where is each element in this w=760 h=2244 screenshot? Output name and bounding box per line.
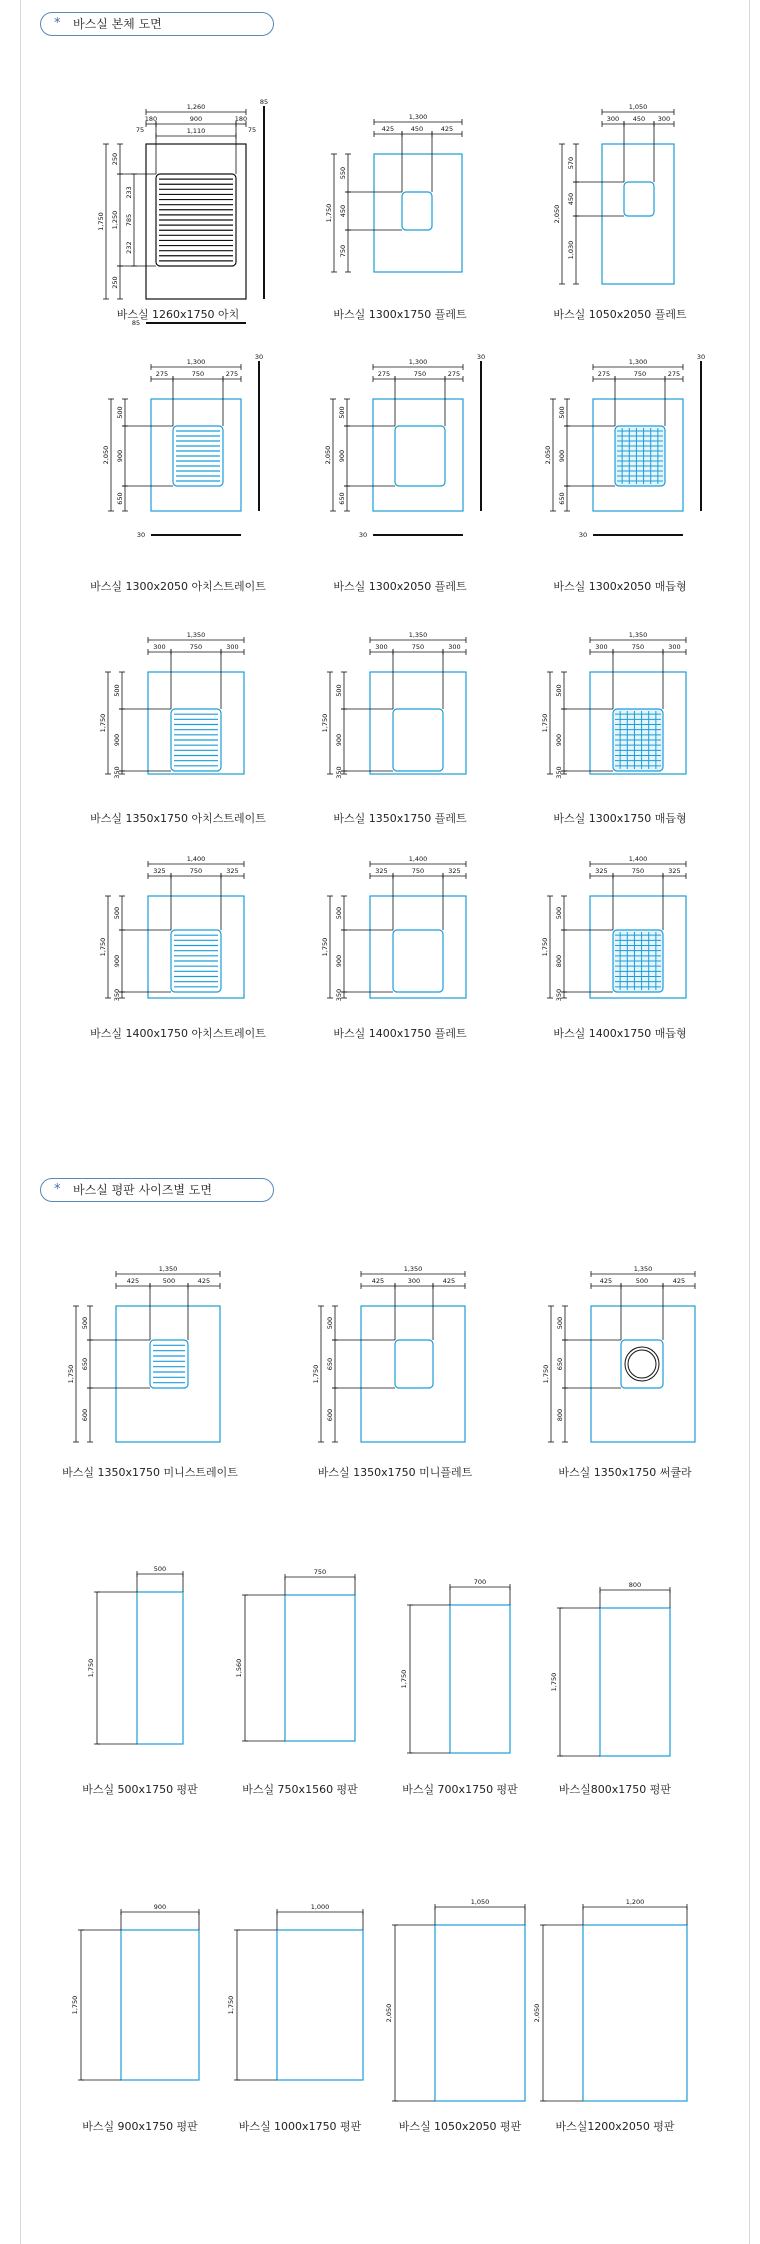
dimension-label: 2,050: [102, 445, 110, 465]
drawing-caption: 바스실 1350x1750 플레트: [333, 812, 467, 825]
dimension-label: 2,050: [533, 2003, 541, 2023]
dimension-label: 750: [189, 867, 203, 875]
dimension-label: 1,560: [235, 1658, 243, 1678]
dimension-label: 1,300: [186, 358, 206, 366]
dimension-label: 30: [254, 353, 264, 361]
dimension-label: 1,300: [628, 358, 648, 366]
dimension-label: 800: [555, 954, 563, 968]
dimension-label: 700: [473, 1578, 487, 1586]
dimension-label: 250: [111, 152, 119, 166]
dimension-label: 2,050: [544, 445, 552, 465]
drain-outline: [150, 1340, 188, 1388]
dimension-label: 1,750: [99, 713, 107, 733]
drain-outline: [393, 930, 443, 992]
dimension-label: 500: [116, 406, 124, 419]
drawing-caption: 바스실1200x2050 평판: [555, 2120, 675, 2133]
dimension-label: 750: [313, 1568, 327, 1576]
dimension-label: 750: [191, 370, 205, 378]
dimension-label: 500: [558, 406, 566, 419]
dimension-label: 800: [628, 1581, 642, 1589]
dimension-label: 350: [335, 766, 343, 779]
flat-panel-outline: [277, 1930, 363, 2080]
dimension-label: 1,750: [321, 937, 329, 957]
dimension-label: 425: [599, 1277, 613, 1285]
dimension-label: 1,400: [186, 855, 206, 863]
dimension-label: 1,750: [71, 1995, 79, 2015]
dimension-label: 500: [162, 1277, 176, 1285]
dimension-label: 30: [578, 531, 588, 539]
drawing-caption: 바스실 1300x1750 플레트: [333, 308, 467, 321]
dimension-label: 500: [555, 906, 563, 920]
drawing-caption: 바스실 1400x1750 매듭형: [553, 1027, 687, 1040]
dimension-label: 450: [410, 125, 424, 133]
dimension-label: 275: [377, 370, 391, 378]
dimension-label: 900: [153, 1903, 167, 1911]
dimension-label: 900: [113, 733, 121, 747]
dimension-label: 1,750: [400, 1669, 408, 1689]
flat-panel-outline: [285, 1595, 355, 1741]
drain-outline: [393, 709, 443, 771]
dimension-label: 300: [407, 1277, 421, 1285]
dimension-label: 425: [381, 125, 395, 133]
panel-drawing: [513, 1262, 737, 1488]
dimension-label: 1,300: [408, 113, 428, 121]
panel-drawing: [292, 852, 508, 1044]
panel-drawing: [70, 852, 286, 1044]
flat-panel-outline: [121, 1930, 199, 2080]
dimension-label: 300: [595, 643, 608, 651]
dimension-label: 30: [696, 353, 706, 361]
dimension-label: 600: [81, 1408, 89, 1422]
dimension-label: 500: [153, 1565, 167, 1573]
dimension-label: 1,750: [227, 1995, 235, 2015]
flat-panel-drawing: [385, 1575, 535, 1773]
drawing-caption: 바스실 1000x1750 평판: [238, 2120, 362, 2133]
dimension-label: 500: [338, 406, 346, 419]
dimension-label: 1,050: [628, 103, 648, 111]
dimension-label: 325: [375, 867, 388, 875]
dimension-label: 300: [668, 643, 681, 651]
dimension-label: 900: [189, 115, 203, 123]
panel-drawing: [70, 628, 286, 820]
dimension-label: 85: [131, 319, 141, 327]
dimension-label: 750: [339, 244, 347, 258]
drawing-caption: 바스실 500x1750 평판: [82, 1783, 198, 1796]
dimension-label: 250: [111, 276, 119, 289]
drawing-caption: 바스실 1400x1750 플레트: [333, 1027, 467, 1040]
dimension-label: 275: [155, 370, 169, 378]
dimension-label: 325: [668, 867, 681, 875]
dimension-label: 785: [125, 213, 133, 227]
dimension-label: 750: [411, 643, 425, 651]
dimension-label: 1,750: [542, 1364, 550, 1384]
dimension-label: 275: [597, 370, 611, 378]
dimension-label: 900: [335, 733, 343, 747]
dimension-label: 1,050: [470, 1898, 490, 1906]
dimension-label: 600: [326, 1408, 334, 1422]
drawing-caption: 바스실 1350x1750 미니스트레이트: [62, 1466, 238, 1479]
panel-drawing: [73, 355, 283, 557]
dimension-label: 900: [558, 449, 566, 463]
dimension-label: 30: [358, 531, 368, 539]
dimension-label: 1,750: [312, 1364, 320, 1384]
flat-panel-outline: [137, 1592, 183, 1744]
dimension-label: 75: [247, 126, 257, 134]
dimension-label: 900: [113, 954, 121, 968]
dimension-label: 1,400: [408, 855, 428, 863]
flat-panel-drawing: [212, 1900, 388, 2100]
panel-drawing: [512, 852, 728, 1044]
panel-drawing: [524, 100, 716, 330]
flat-panel-drawing: [72, 1562, 208, 1764]
panel-drawing: [295, 355, 505, 557]
dimension-label: 750: [413, 370, 427, 378]
panel-drawing: [512, 628, 728, 820]
dimension-label: 500: [113, 684, 121, 697]
drawing-caption: 바스실 1350x1750 미니플레트: [317, 1466, 473, 1479]
dimension-label: 1,260: [186, 103, 206, 111]
dimension-label: 900: [555, 733, 563, 747]
dimension-label: 275: [225, 370, 239, 378]
dimension-label: 750: [631, 643, 645, 651]
dimension-label: 2,050: [553, 204, 561, 224]
panel-drawing: [515, 355, 725, 557]
dimension-label: 30: [476, 353, 486, 361]
dimension-label: 1,350: [628, 631, 648, 639]
dimension-label: 325: [448, 867, 461, 875]
dimension-label: 300: [657, 115, 671, 123]
dimension-label: 425: [371, 1277, 385, 1285]
dimension-label: 425: [197, 1277, 211, 1285]
dimension-label: 500: [335, 684, 343, 697]
dimension-label: 350: [113, 766, 121, 779]
dimension-label: 325: [226, 867, 239, 875]
dimension-label: 1,200: [625, 1898, 645, 1906]
drawing-caption: 바스실 1260x1750 아치: [116, 308, 240, 321]
flat-panel-outline: [450, 1605, 510, 1753]
dimension-label: 1,110: [186, 127, 206, 135]
drawing-caption: 바스실 1300x1750 매듭형: [553, 812, 687, 825]
dimension-label: 450: [339, 204, 347, 218]
dimension-label: 350: [113, 988, 121, 1002]
dimension-label: 2,050: [385, 2003, 393, 2023]
dimension-label: 1,350: [186, 631, 206, 639]
dimension-label: 233: [125, 186, 133, 199]
dimension-label: 650: [116, 492, 124, 505]
dimension-label: 750: [189, 643, 203, 651]
bullet-star-icon: *: [54, 16, 61, 31]
dimension-label: 500: [113, 906, 121, 920]
flat-panel-outline: [600, 1608, 670, 1756]
dimension-label: 232: [125, 241, 133, 254]
dimension-label: 425: [440, 125, 454, 133]
drain-outline: [402, 192, 432, 230]
drain-outline: [395, 1340, 433, 1388]
dimension-label: 1,030: [567, 240, 575, 260]
panel-drawing: [38, 1262, 262, 1488]
dimension-label: 425: [126, 1277, 140, 1285]
drawing-caption: 바스실 1400x1750 아치스트레이트: [90, 1027, 266, 1040]
dimension-label: 1,350: [158, 1265, 178, 1273]
drawing-caption: 바스실 700x1750 평판: [402, 1783, 518, 1796]
dimension-label: 325: [595, 867, 608, 875]
dimension-label: 900: [335, 954, 343, 968]
dimension-label: 1,350: [633, 1265, 653, 1273]
dimension-label: 500: [326, 1316, 334, 1330]
dimension-label: 275: [447, 370, 461, 378]
dimension-label: 85: [259, 98, 269, 106]
dimension-label: 800: [556, 1408, 564, 1422]
dimension-label: 750: [633, 370, 647, 378]
section-title: 바스실 본체 도면: [73, 17, 162, 31]
dimension-label: 350: [555, 988, 563, 1002]
dimension-label: 450: [632, 115, 646, 123]
dimension-label: 350: [335, 988, 343, 1002]
dimension-label: 30: [136, 531, 146, 539]
dimension-label: 1,750: [325, 203, 333, 223]
bullet-star-icon: *: [54, 1182, 61, 1197]
dimension-label: 75: [135, 126, 145, 134]
drawing-caption: 바스실 750x1560 평판: [242, 1783, 358, 1796]
section-title: 바스실 평판 사이즈별 도면: [73, 1183, 212, 1197]
dimension-label: 900: [338, 449, 346, 463]
dimension-label: 1,750: [550, 1672, 558, 1692]
dimension-label: 570: [567, 156, 575, 170]
drawing-caption: 바스실 1300x2050 아치스트레이트: [90, 580, 266, 593]
flat-panel-drawing: [535, 1578, 695, 1776]
flat-panel-drawing: [220, 1565, 380, 1761]
panel-drawing: [296, 110, 504, 318]
dimension-label: 325: [153, 867, 166, 875]
drain-outline: [395, 426, 445, 486]
flat-panel-drawing: [518, 1895, 712, 2121]
panel-drawing: [292, 628, 508, 820]
dimension-label: 1,000: [310, 1903, 330, 1911]
dimension-label: 300: [375, 643, 388, 651]
dimension-label: 750: [631, 867, 645, 875]
flat-panel-outline: [583, 1925, 687, 2101]
dimension-label: 300: [448, 643, 461, 651]
dimension-label: 1,300: [408, 358, 428, 366]
dimension-label: 180: [234, 115, 248, 123]
dimension-label: 650: [338, 492, 346, 505]
flat-panel-outline: [435, 1925, 525, 2101]
dimension-label: 1,350: [408, 631, 428, 639]
dimension-label: 300: [606, 115, 620, 123]
dimension-label: 350: [555, 766, 563, 779]
dimension-label: 300: [226, 643, 239, 651]
drawing-caption: 바스실 1300x2050 플레트: [333, 580, 467, 593]
section-header-flat-drawings: [40, 1178, 274, 1202]
drawing-caption: 바스실 1350x1750 아치스트레이트: [90, 812, 266, 825]
dimension-label: 1,750: [321, 713, 329, 733]
dimension-label: 275: [667, 370, 681, 378]
dimension-label: 750: [411, 867, 425, 875]
dimension-label: 2,050: [324, 445, 332, 465]
dimension-label: 1,350: [403, 1265, 423, 1273]
dimension-label: 300: [153, 643, 166, 651]
dimension-label: 1,750: [97, 212, 105, 231]
drawing-caption: 바스실 1050x2050 플레트: [553, 308, 687, 321]
dimension-label: 500: [635, 1277, 649, 1285]
panel-drawing: [283, 1262, 507, 1488]
dimension-label: 1,750: [541, 937, 549, 957]
drawing-caption: 바스실800x1750 평판: [558, 1783, 672, 1796]
dimension-label: 500: [335, 906, 343, 920]
dimension-label: 180: [144, 115, 158, 123]
dimension-label: 550: [339, 166, 347, 180]
dimension-label: 1,750: [87, 1658, 95, 1678]
dimension-label: 650: [326, 1357, 334, 1371]
drawing-caption: 바스실 1300x2050 매듭형: [553, 580, 687, 593]
drain-outline: [624, 182, 654, 216]
drawing-caption: 바스실 900x1750 평판: [82, 2120, 198, 2133]
dimension-label: 1,750: [99, 937, 107, 957]
dimension-label: 650: [556, 1357, 564, 1371]
dimension-label: 900: [116, 449, 124, 463]
dimension-label: 500: [556, 1316, 564, 1330]
dimension-label: 1,750: [541, 713, 549, 733]
dimension-label: 1,750: [67, 1364, 75, 1384]
section-header-body-drawings: [40, 12, 274, 36]
dimension-label: 425: [672, 1277, 686, 1285]
drawing-caption: 바스실 1050x2050 평판: [398, 2120, 522, 2133]
dimension-label: 650: [558, 492, 566, 505]
dimension-label: 500: [555, 684, 563, 697]
dimension-label: 1,400: [628, 855, 648, 863]
dimension-label: 650: [81, 1357, 89, 1371]
dimension-label: 500: [81, 1316, 89, 1330]
drawing-caption: 바스실 1350x1750 써큘라: [558, 1466, 692, 1479]
dimension-label: 425: [442, 1277, 456, 1285]
dimension-label: 450: [567, 192, 575, 206]
dimension-label: 1,250: [111, 210, 119, 230]
flat-panel-drawing: [56, 1900, 224, 2100]
